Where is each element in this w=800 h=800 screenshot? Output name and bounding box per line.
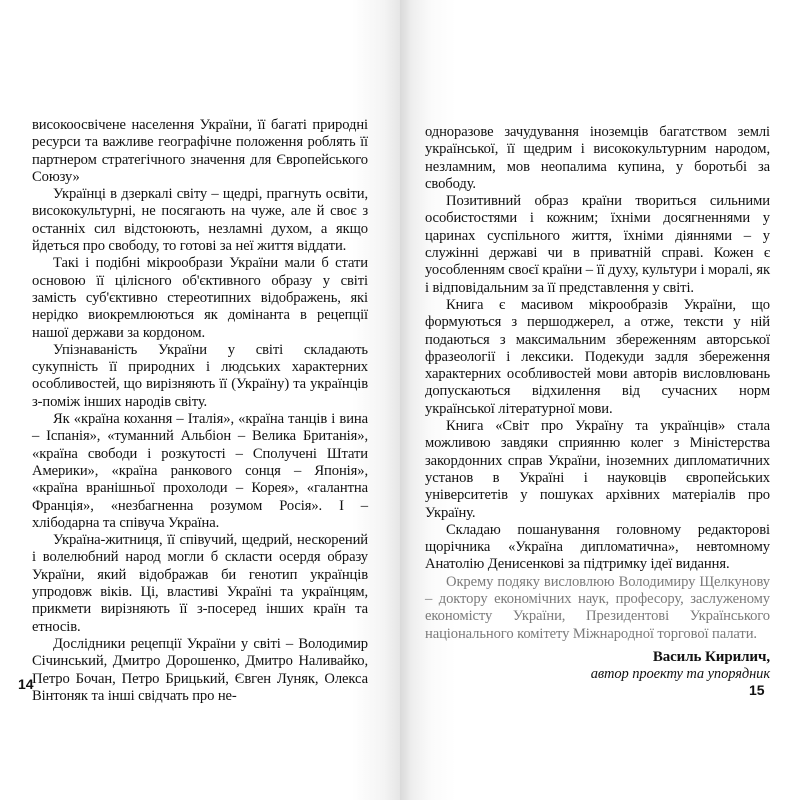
paragraph: Дослідники рецепції України у світі – Володимир Січинський, Дмитро Дорошенко, Дмитро Наливайко, Петро Бочан, Петро Брицький, Євген Луняк, Олекса Вінтоняк та інші свідчать про не- bbox=[32, 635, 368, 704]
paragraph: Складаю пошанування головному редакторові щорічника «Україна дипломатична», невтомному Анатолію Денисенкові за підтримку ідеї видання. bbox=[425, 521, 770, 573]
paragraph: Такі і подібні мікрообрази України мали б стати основою її цілісного об'єктивного образу у світі замість суб'єктивно стереотипних відображень, які нерідко виокремлюються як домінанта в рецепції нашої держави за кордоном. bbox=[32, 255, 368, 341]
paragraph: Упізнаваність України у світі складають сукупність її природних і людських характерних особливостей, що вирізняють її (Україну) та українців з-поміж інших народів світу. bbox=[32, 341, 368, 410]
paragraph: Україна-житниця, її співучий, щедрий, нескорений і волелюбний народ могли б скласти осердя образу України, який відображав би генотип українців упродовж віків. Ці, властиві Україні та українцям, прикмети вирізняють її з-посеред інших країн та етносів. bbox=[32, 532, 368, 635]
signature-role: автор проекту та упорядник bbox=[590, 666, 770, 683]
left-text-column bbox=[32, 117, 368, 705]
paragraph: Позитивний образ країни твориться сильними особистостями і кожним; їхніми досягненнями у царинах суспільного життя, їхніми діяннями – у служінні державі чи в приватній справі. Кожен є уособленням своєї країни – її духу, культури і моралі, як і відповідальним за її представлення у світі. bbox=[425, 193, 770, 296]
paragraph: Книга є масивом мікрообразів України, що формуються з першоджерел, а отже, тексти у ній подаються з максимальним збереженням авторської фразеології і лексики. Подекуди задля збереження характерних особливостей мови авторів висловлювань допускаються відхилення від сучасних норм української літературної мови. bbox=[425, 296, 770, 417]
paragraph: одноразове зачудування іноземців багатством землі української, її щедрим і висококультурним народом, незламним, мов неопалима купина, у боротьбі за свободу. bbox=[425, 124, 770, 192]
signature-name: Василь Кирилич, bbox=[652, 648, 770, 665]
paragraph: Окрему подяку висловлюю Володимиру Щелкунову – доктору економічних наук, професору, заслуженому економісту України, Президентові Українського національного комітету Міжнародної торгової палати. bbox=[425, 573, 770, 642]
right-page bbox=[400, 0, 800, 800]
page-number: 15 bbox=[749, 682, 765, 698]
page-number: 14 bbox=[18, 676, 34, 692]
paragraph: Українці в дзеркалі світу – щедрі, прагнуть освіти, висококультурні, не посягають на чуже, але й своє з останніх сил відстоюють, незламні духом, а якщо йдеться про свободу, то готові за неї життя віддати. bbox=[32, 186, 368, 255]
paragraph: Книга «Світ про Україну та українців» стала можливою завдяки сприянню колег з Міністерства закордонних справ України, іноземних дипломатичних установ в Україні і науковців європейських університетів у пошуках архівних матеріалів про Україну. bbox=[425, 418, 770, 521]
right-text-column bbox=[425, 124, 770, 684]
paragraph: високоосвічене населення України, її багаті природні ресурси та важливе географічне положення роблять її партнером стратегічного значення для Європейського Союзу» bbox=[32, 117, 368, 185]
paragraph: Як «країна кохання – Італія», «країна танців і вина – Іспанія», «туманний Альбіон – Велика Британія», «країна свободи і розкутості – Сполучені Штати Америки», «країна ранкового сонця – Японія», «країна вранішньої прохолоди – Корея», «галантна Франція», «незбагненна розумом Росія». І – хлібодарна та співуча Україна. bbox=[32, 411, 368, 531]
signature-block bbox=[425, 649, 770, 684]
